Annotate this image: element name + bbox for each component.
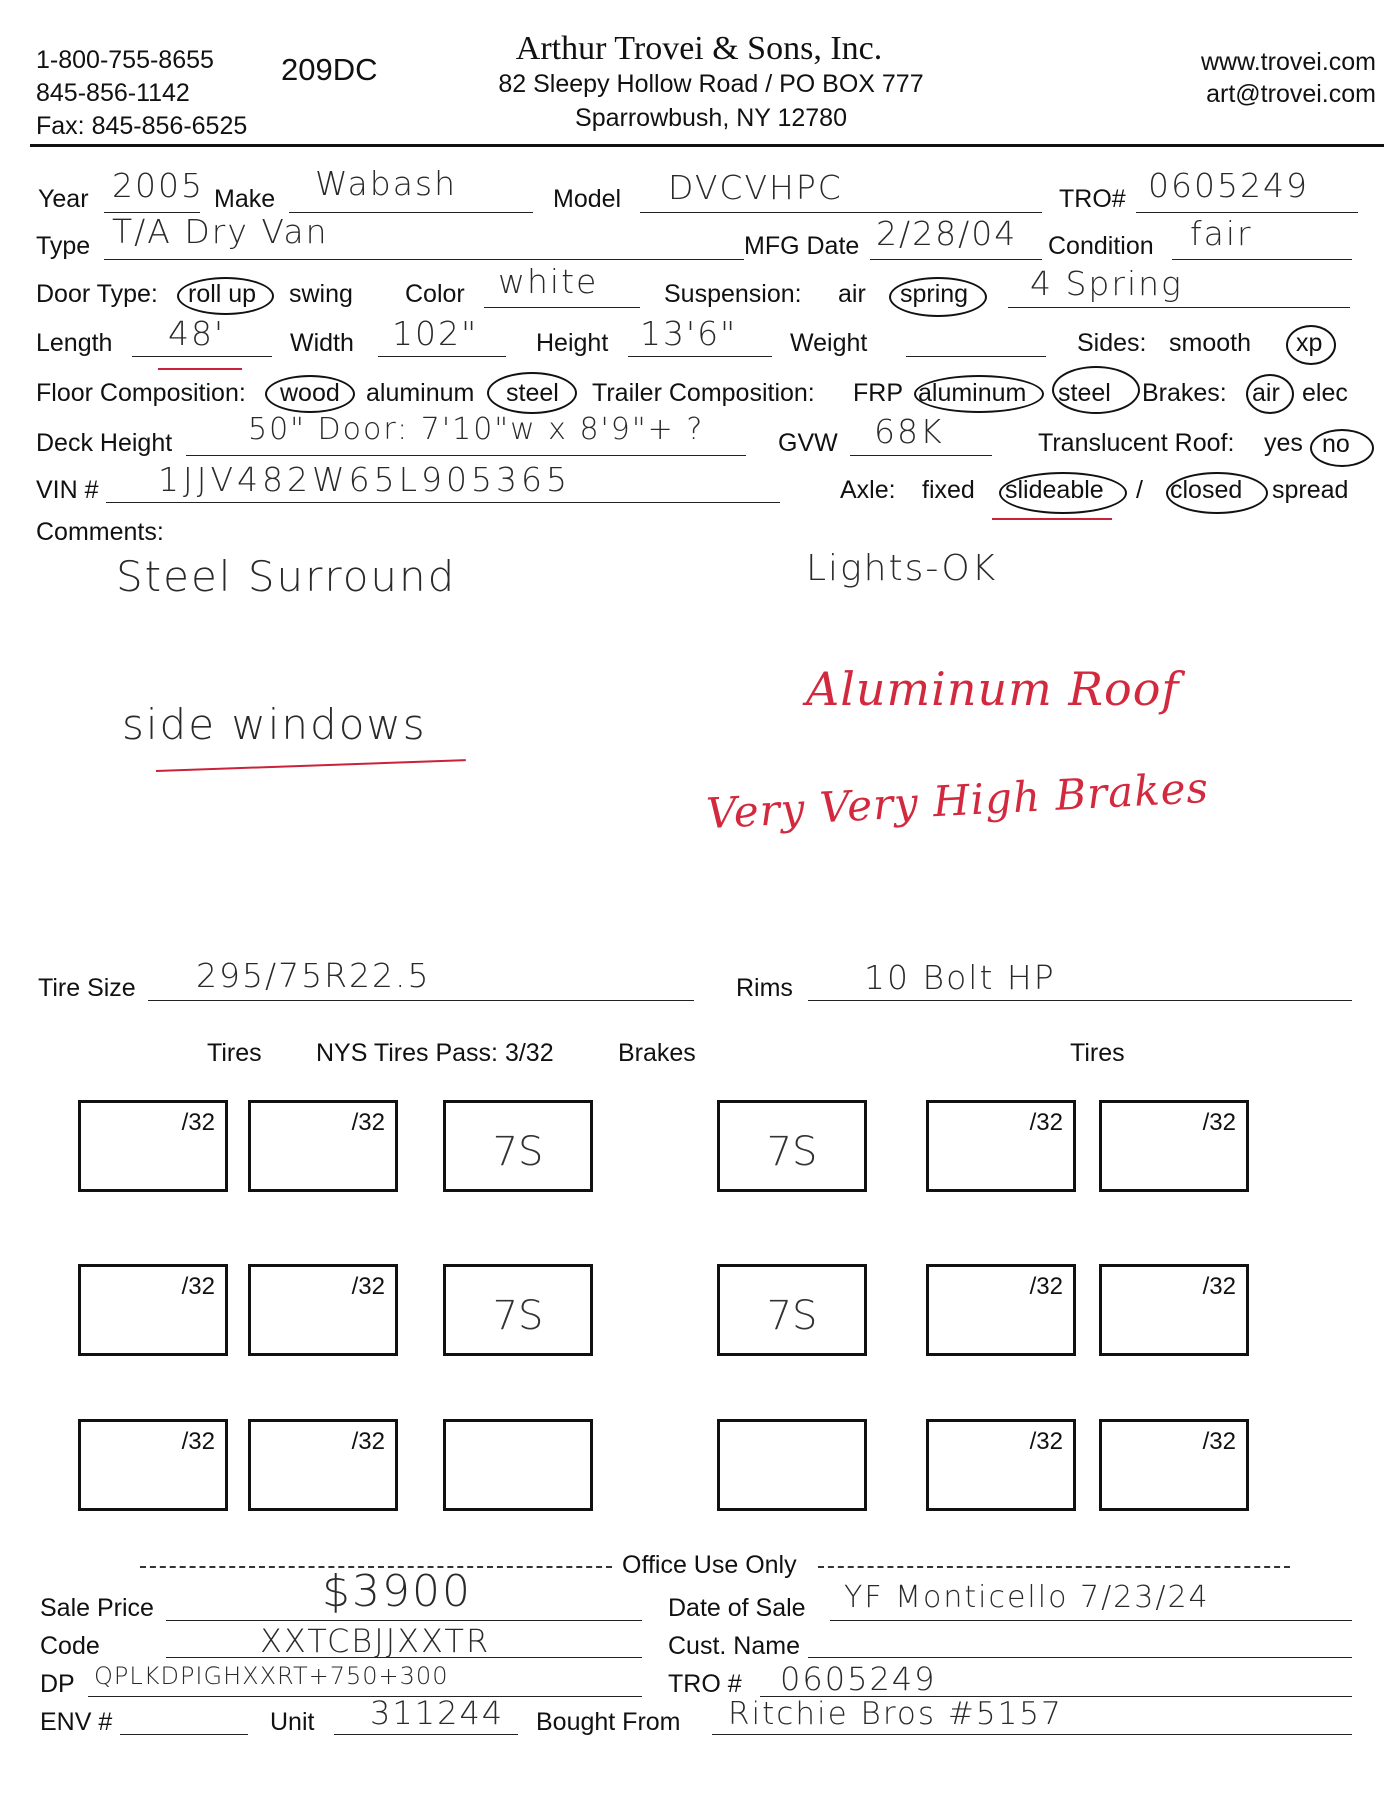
deck-height-label: Deck Height	[36, 429, 173, 457]
mfg-date-label: MFG Date	[744, 232, 860, 260]
type-value[interactable]: T/A Dry Van	[112, 212, 329, 251]
translucent-roof-label: Translucent Roof:	[1038, 429, 1235, 457]
tire-size-label: Tire Size	[38, 974, 136, 1002]
tire-box[interactable]	[78, 1100, 228, 1192]
tro-office-label: TRO #	[668, 1670, 742, 1698]
deck-height-value[interactable]: 50" Door: 7'10"w x 8'9"+ ?	[248, 412, 705, 447]
comment-high-brakes: Very Very High Brakes	[705, 762, 1211, 839]
door-type-label: Door Type:	[36, 280, 158, 308]
tire-box[interactable]	[1099, 1100, 1249, 1192]
brake-value: 7S	[766, 1129, 818, 1175]
xp-option[interactable]: xp	[1296, 329, 1323, 357]
env-label: ENV #	[40, 1708, 113, 1736]
cust-name-label: Cust. Name	[668, 1632, 800, 1660]
tro-line	[1136, 212, 1358, 213]
wood-option[interactable]: wood	[280, 379, 340, 407]
vin-label: VIN #	[36, 476, 99, 504]
comment-steel-surround: Steel Surround	[116, 552, 457, 601]
type-label: Type	[36, 232, 91, 260]
smooth-option[interactable]: smooth	[1169, 329, 1251, 357]
length-label: Length	[36, 329, 113, 357]
dp-line	[88, 1696, 642, 1697]
header-divider	[30, 144, 1384, 147]
comment-lights-ok: Lights-OK	[806, 548, 998, 589]
tire-box[interactable]	[248, 1419, 398, 1511]
tire-box[interactable]	[1099, 1264, 1249, 1356]
vin-value[interactable]: 1JJV482W65L905365	[158, 460, 572, 499]
tire-fraction: /32	[181, 1428, 215, 1455]
spring-option[interactable]: spring	[900, 280, 969, 308]
code-value[interactable]: XXTCBJJXXTR	[260, 1622, 491, 1660]
width-label: Width	[290, 329, 354, 357]
suspension-label: Suspension:	[664, 280, 802, 308]
axle-slideable-option[interactable]: slideable	[1005, 476, 1104, 504]
tire-fraction: /32	[181, 1109, 215, 1136]
year-label: Year	[38, 185, 89, 213]
make-label: Make	[214, 185, 276, 213]
brakes-label: Brakes:	[1142, 379, 1227, 407]
tire-box[interactable]	[1099, 1419, 1249, 1511]
width-line	[378, 356, 506, 357]
width-value[interactable]: 102"	[392, 314, 479, 353]
steel-trailer-option[interactable]: steel	[1058, 379, 1111, 407]
tire-fraction: /32	[1202, 1273, 1236, 1300]
tire-fraction: /32	[1202, 1109, 1236, 1136]
frp-option[interactable]: FRP	[853, 379, 903, 407]
model-value[interactable]: DVCVHPC	[668, 168, 843, 207]
color-label: Color	[405, 280, 465, 308]
brake-value: 7S	[766, 1293, 818, 1339]
brake-box[interactable]	[443, 1419, 593, 1511]
weight-label: Weight	[790, 329, 868, 357]
dp-label: DP	[40, 1670, 75, 1698]
swing-option[interactable]: swing	[289, 280, 353, 308]
unit-line	[334, 1734, 518, 1735]
website: www.trovei.com	[1200, 48, 1376, 76]
email: art@trovei.com	[1206, 80, 1376, 108]
model-line	[640, 212, 1042, 213]
color-line	[484, 307, 640, 308]
type-line	[104, 259, 744, 260]
make-value[interactable]: Wabash	[315, 164, 458, 203]
tro-label: TRO#	[1059, 185, 1126, 213]
bought-from-line	[712, 1734, 1352, 1735]
dp-value[interactable]: QPLKDPIGHXXRT+750+300	[94, 1662, 449, 1690]
tire-box[interactable]	[248, 1100, 398, 1192]
tire-fraction: /32	[1029, 1109, 1063, 1136]
tire-size-value[interactable]: 295/75R22.5	[196, 956, 431, 995]
tire-fraction: /32	[351, 1109, 385, 1136]
tro-office-value[interactable]: 0605249	[780, 1660, 937, 1698]
date-of-sale-label: Date of Sale	[668, 1594, 806, 1622]
color-value[interactable]: white	[498, 262, 599, 301]
elec-brakes-option[interactable]: elec	[1302, 379, 1348, 407]
company-name: Arthur Trovei & Sons, Inc.	[515, 30, 883, 67]
rims-value[interactable]: 10 Bolt HP	[864, 958, 1056, 997]
axle-label: Axle:	[840, 476, 896, 504]
aluminum-floor-option[interactable]: aluminum	[366, 379, 475, 407]
tire-fraction: /32	[351, 1428, 385, 1455]
air-suspension-option[interactable]: air	[838, 280, 866, 308]
brake-value: 7S	[492, 1129, 544, 1175]
code-label: Code	[40, 1632, 100, 1660]
sides-label: Sides:	[1077, 329, 1147, 357]
height-line	[628, 356, 772, 357]
date-of-sale-line	[830, 1620, 1352, 1621]
year-value[interactable]: 2005	[112, 166, 204, 205]
mfg-date-value[interactable]: 2/28/04	[876, 214, 1018, 253]
tire-box[interactable]	[78, 1419, 228, 1511]
deck-height-line	[186, 455, 746, 456]
tires-left-heading: Tires	[207, 1039, 262, 1067]
bought-from-label: Bought From	[536, 1708, 681, 1736]
brakes-column-heading: Brakes	[618, 1039, 696, 1067]
slideable-red-underline	[992, 518, 1112, 520]
tire-box[interactable]	[248, 1264, 398, 1356]
sale-price-label: Sale Price	[40, 1594, 154, 1622]
brake-box[interactable]	[443, 1264, 593, 1356]
mfg-date-line	[870, 259, 1042, 260]
aluminum-trailer-option[interactable]: aluminum	[918, 379, 1027, 407]
suspension-line	[1008, 307, 1350, 308]
brake-box[interactable]	[717, 1100, 867, 1192]
tire-fraction: /32	[351, 1273, 385, 1300]
gvw-line	[850, 455, 992, 456]
air-brakes-option[interactable]: air	[1252, 379, 1280, 407]
translucent-yes-option[interactable]: yes	[1264, 429, 1303, 457]
comment-aluminum-roof: Aluminum Roof	[806, 662, 1180, 716]
gvw-label: GVW	[778, 429, 838, 457]
office-use-only-heading: Office Use Only	[622, 1551, 797, 1579]
model-label: Model	[553, 185, 622, 213]
side-windows-red-underline	[156, 759, 466, 772]
phone-1: 1-800-755-8655	[36, 46, 214, 74]
sale-price-line	[166, 1620, 642, 1621]
axle-slash: /	[1136, 476, 1143, 504]
vin-line	[106, 502, 780, 503]
comments-label: Comments:	[36, 518, 164, 546]
steel-floor-option[interactable]: steel	[506, 379, 559, 407]
sale-price-value[interactable]: $3900	[322, 1566, 472, 1617]
cust-name-line	[808, 1657, 1352, 1658]
tire-box[interactable]	[926, 1419, 1076, 1511]
env-line	[120, 1734, 248, 1735]
condition-label: Condition	[1048, 232, 1154, 260]
translucent-no-option[interactable]: no	[1322, 430, 1350, 458]
fax: Fax: 845-856-6525	[36, 112, 248, 140]
length-value[interactable]: 48'	[168, 314, 226, 353]
date-of-sale-value[interactable]: YF Monticello 7/23/24	[844, 1580, 1210, 1615]
gvw-value[interactable]: 68K	[874, 412, 944, 451]
condition-value[interactable]: fair	[1190, 214, 1253, 253]
tire-fraction: /32	[181, 1273, 215, 1300]
company-address-2: Sparrowbush, NY 12780	[575, 104, 847, 132]
tire-fraction: /32	[1202, 1428, 1236, 1455]
height-label: Height	[536, 329, 609, 357]
company-address-1: 82 Sleepy Hollow Road / PO BOX 777	[498, 70, 924, 98]
office-divider-right	[818, 1566, 1290, 1568]
tire-box[interactable]	[926, 1264, 1076, 1356]
brake-value: 7S	[492, 1293, 544, 1339]
nys-tires-pass-heading: NYS Tires Pass: 3/32	[316, 1039, 554, 1067]
rims-label: Rims	[736, 974, 793, 1002]
tire-box[interactable]	[78, 1264, 228, 1356]
unit-label: Unit	[270, 1708, 315, 1736]
condition-line	[1172, 259, 1352, 260]
length-line	[132, 356, 272, 357]
floor-composition-label: Floor Composition:	[36, 379, 246, 407]
tires-right-heading: Tires	[1070, 1039, 1125, 1067]
phone-2: 845-856-1142	[36, 79, 190, 107]
axle-spread-option[interactable]: spread	[1272, 476, 1349, 504]
suspension-note[interactable]: 4 Spring	[1030, 264, 1183, 303]
form-code: 209DC	[281, 52, 378, 87]
tire-box[interactable]	[926, 1100, 1076, 1192]
axle-closed-option[interactable]: closed	[1170, 476, 1243, 504]
bought-from-value[interactable]: Ritchie Bros #5157	[728, 1696, 1063, 1732]
tro-value[interactable]: 0605249	[1148, 166, 1309, 205]
axle-fixed-option[interactable]: fixed	[922, 476, 975, 504]
tire-size-line	[148, 1000, 694, 1001]
height-value[interactable]: 13'6"	[640, 314, 738, 353]
rims-line	[808, 1000, 1352, 1001]
tire-fraction: /32	[1029, 1428, 1063, 1455]
brake-box[interactable]	[717, 1264, 867, 1356]
weight-line	[906, 356, 1046, 357]
brake-box[interactable]	[443, 1100, 593, 1192]
tire-fraction: /32	[1029, 1273, 1063, 1300]
unit-value[interactable]: 311244	[370, 1694, 505, 1732]
brake-box[interactable]	[717, 1419, 867, 1511]
trailer-composition-label: Trailer Composition:	[592, 379, 815, 407]
roll-up-option[interactable]: roll up	[188, 280, 257, 308]
length-red-underline	[158, 368, 242, 370]
comment-side-windows: side windows	[122, 700, 427, 749]
